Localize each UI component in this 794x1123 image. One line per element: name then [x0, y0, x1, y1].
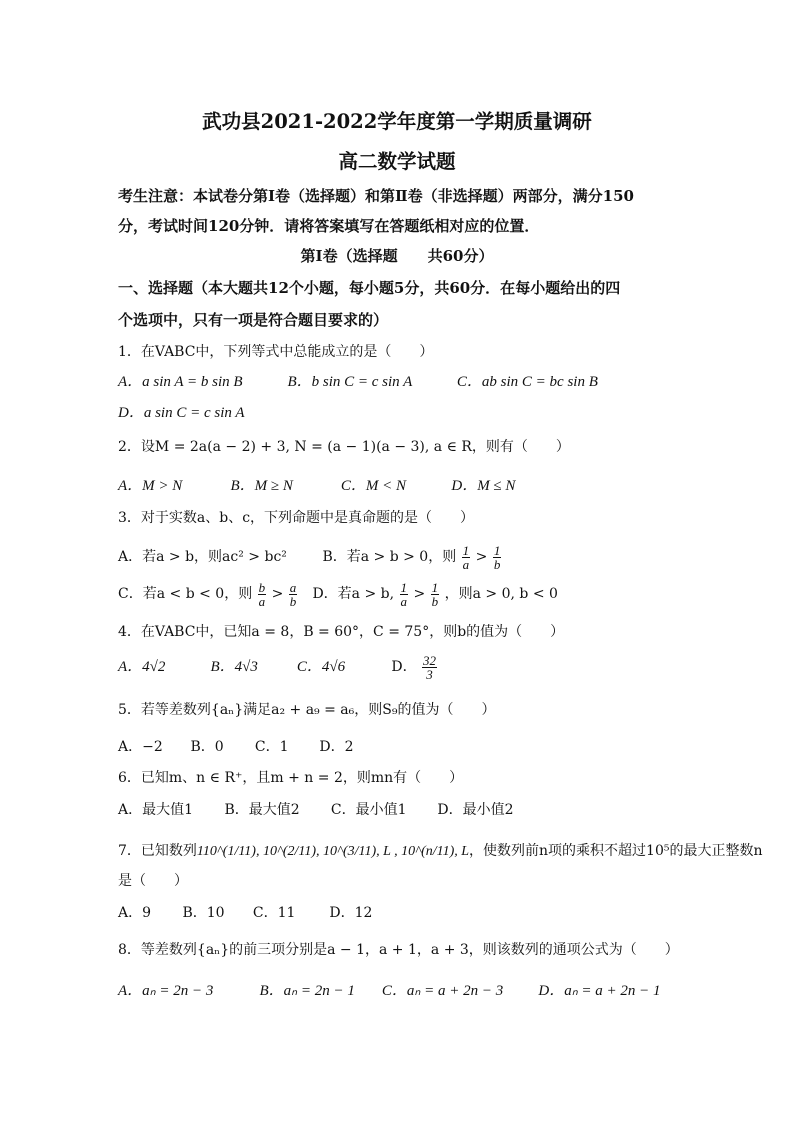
fraction-denominator: a [462, 556, 470, 572]
q3-b-fraction-2 [493, 544, 502, 571]
notice-line-2: 分，考试时间120分钟．请将答案填写在答题纸相对应的位置． [118, 217, 540, 235]
q2-option-a: A．M > N [118, 478, 183, 494]
fraction-denominator: b [431, 593, 439, 609]
fraction-denominator: b [493, 556, 501, 572]
q3-d-fraction-1 [400, 581, 409, 608]
q4-stem: 4．在VABC中，已知a = 8，B = 60°，C = 75°，则b的值为（ ） [118, 624, 565, 640]
q5-stem: 5．若等差数列{aₙ}满足a₂ + a₉ = a₆，则S₉的值为（ ） [118, 702, 496, 718]
q3-option-b-text: B．若a > b > 0，则 [322, 549, 457, 565]
q4-option-c: C．4√6 [296, 659, 346, 675]
q3-option-d [312, 577, 557, 611]
exam-title: 武功县2021-2022学年度第一学期质量调研 [202, 110, 592, 133]
q5-option-b: B．0 [190, 739, 224, 755]
q3-option-c-text: C．若a < b < 0，则 [118, 586, 253, 602]
q6-options-row [118, 800, 514, 820]
q7-option-d: D．12 [329, 905, 373, 921]
notice-line-1: 考生注意：本试卷分第Ⅰ卷（选择题）和第Ⅱ卷（非选择题）两部分，满分150 [118, 187, 634, 205]
exam-subtitle: 高二数学试题 [338, 150, 456, 173]
q7-stem-suffix: ，使数列前n项的乘积不超过10⁵的最大正整数n [469, 843, 763, 859]
q6-option-d: D．最小值2 [437, 802, 514, 818]
q6-stem: 6．已知m、n ∈ R⁺，且m + n = 2，则mn有（ ） [118, 770, 464, 786]
q6-option-a: A．最大值1 [118, 802, 194, 818]
fraction-denominator: 3 [426, 666, 433, 682]
q1-option-c: C．ab sin C = bc sin B [456, 374, 598, 390]
q7-option-b: B．10 [182, 905, 225, 921]
q4-option-d [391, 652, 438, 682]
q1-option-b: B．b sin C = c sin A [287, 374, 413, 390]
part1-heading: 第Ⅰ卷（选择题 共60分） [300, 247, 494, 265]
q1-option-d: D．a sin C = c sin A [118, 405, 245, 421]
fraction-denominator: b [289, 593, 297, 609]
q3-option-d-text: D．若a > b, [312, 586, 395, 602]
fraction-numerator: 1 [431, 579, 439, 595]
q8-option-d: D．aₙ = a + 2n − 1 [538, 983, 661, 999]
q3-stem: 3．对于实数a、b、c，下列命题中是真命题的是（ ） [118, 510, 475, 526]
q3-c-fraction-2 [289, 581, 298, 608]
q5-option-d: D．2 [319, 739, 354, 755]
q2-options-row [118, 476, 515, 496]
fraction-numerator: 1 [400, 579, 408, 595]
q3-option-c [118, 577, 308, 611]
q7-stem [118, 841, 763, 862]
q3-options-row-2 [118, 577, 558, 611]
q3-b-comparator: > [475, 549, 488, 565]
q5-option-a: A．−2 [118, 739, 163, 755]
q8-option-c: C．aₙ = a + 2n − 3 [381, 983, 504, 999]
fraction-denominator: a [400, 593, 408, 609]
q4-option-b: B．4√3 [210, 659, 258, 675]
q3-option-b [322, 540, 502, 574]
q7-stem-line-2: 是（ ） [118, 873, 188, 889]
q4-option-d-label: D． [391, 659, 417, 675]
q1-option-a: A．a sin A = b sin B [118, 374, 243, 390]
q4-options-row [118, 652, 438, 682]
q2-option-c: C．M < N [340, 478, 407, 494]
q5-options-row [118, 737, 354, 757]
q4-d-fraction [422, 654, 437, 681]
q7-options-row [118, 903, 372, 923]
section-instruction-line-2: 个选项中，只有一项是符合题目要求的） [118, 311, 389, 329]
q3-d-fraction-2 [431, 581, 440, 608]
fraction-numerator: 1 [462, 542, 470, 558]
q7-option-a: A．9 [118, 905, 152, 921]
q3-b-fraction-1 [462, 544, 471, 571]
q3-c-fraction-1 [258, 581, 267, 608]
q2-option-b: B．M ≥ N [230, 478, 293, 494]
q7-sequence: 110^(1/11), 10^(2/11), 10^(3/11), L , 10^(n/11), L [196, 844, 470, 859]
q4-option-a: A．4√2 [118, 659, 166, 675]
fraction-numerator: 32 [423, 652, 437, 668]
q8-option-a: A．aₙ = 2n − 3 [118, 983, 214, 999]
q8-stem: 8．等差数列{aₙ}的前三项分别是a − 1，a + 1，a + 3，则该数列的通项公式为（ ） [118, 942, 679, 958]
q5-option-c: C．1 [254, 739, 289, 755]
q1-options-row [118, 372, 598, 392]
q7-option-c: C．11 [252, 905, 296, 921]
q2-option-d: D．M ≤ N [451, 478, 516, 494]
fraction-denominator: a [258, 593, 266, 609]
q6-option-b: B．最大值2 [224, 802, 300, 818]
q8-options-row [118, 981, 661, 1001]
q3-c-comparator: > [271, 586, 284, 602]
q3-option-d-tail: ，则a > 0, b < 0 [444, 586, 558, 602]
fraction-numerator: b [258, 579, 266, 595]
fraction-numerator: 1 [493, 542, 501, 558]
q3-d-comparator: > [413, 586, 426, 602]
q6-option-c: C．最小值1 [330, 802, 407, 818]
q3-options-row-1 [118, 540, 502, 574]
q8-option-b: B．aₙ = 2n − 1 [259, 983, 355, 999]
q7-stem-prefix: 7．已知数列 [118, 843, 197, 859]
q2-stem: 2．设M = 2a(a − 2) + 3, N = (a − 1)(a − 3), a ∈ R，则有（ ） [118, 439, 570, 455]
fraction-numerator: a [289, 579, 297, 595]
section-instruction-line-1: 一、选择题（本大题共12个小题，每小题5分，共60分．在每小题给出的四 [118, 279, 621, 297]
q1-stem: 1．在VABC中，下列等式中总能成立的是（ ） [118, 344, 434, 360]
q3-option-a: A．若a > b，则ac² > bc² [118, 549, 287, 565]
